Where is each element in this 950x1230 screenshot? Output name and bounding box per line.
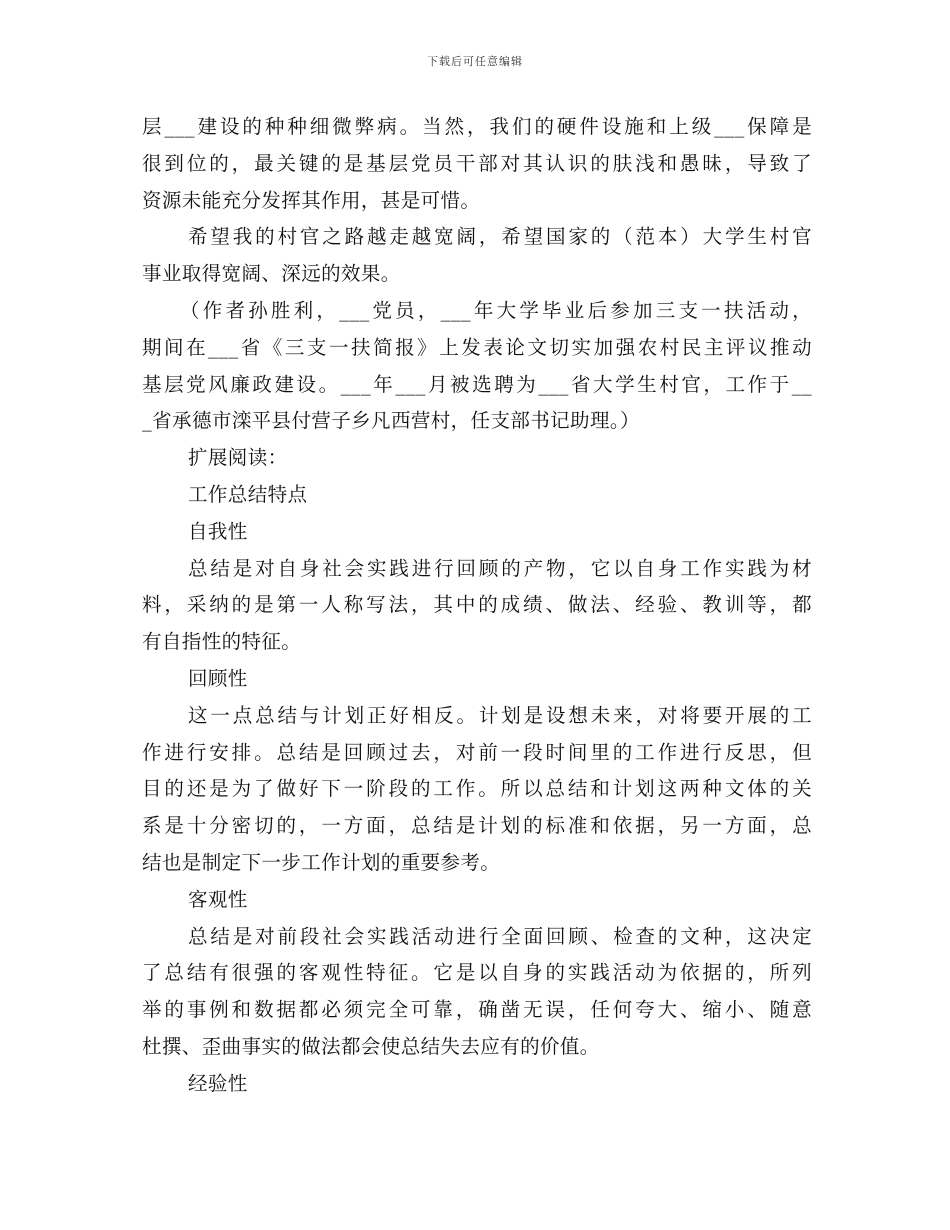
text-line-24: 了总结有很强的客观性特征。它是以自身的实践活动为依据的，所列 (142, 961, 812, 985)
text-line-26: 杜撰、歪曲事实的做法都会使总结失去应有的价值。 (142, 1034, 600, 1058)
text-line-4: 希望我的村官之路越走越宽阔，希望国家的（范本）大学生村官 (188, 225, 812, 249)
text-line-14: 料，采纳的是第一人称写法，其中的成绩、做法、经验、教训等，都 (142, 593, 812, 617)
text-line-9: _省承德市滦平县付营子乡凡西营村，任支部书记助理。） (142, 409, 640, 433)
document-body (142, 109, 812, 1103)
text-line-23: 总结是对前段社会实践活动进行全面回顾、检查的文种，这决定 (188, 924, 812, 948)
subheading-retrospective: 回顾性 (188, 666, 248, 690)
text-line-5: 事业取得宽阔、深远的效果。 (142, 262, 401, 286)
text-line-25: 举的事例和数据都必须完全可靠，确凿无误，任何夸大、缩小、随意 (142, 998, 812, 1022)
text-line-21: 结也是制定下一步工作计划的重要参考。 (142, 850, 501, 874)
text-line-1: 层___建设的种种细微弊病。当然，我们的硬件设施和上级___保障是 (142, 115, 812, 138)
text-line-18: 作进行安排。总结是回顾过去，对前一段时间里的工作进行反思，但 (142, 740, 812, 764)
section-heading-extended-reading: 扩展阅读： (188, 446, 288, 470)
text-line-2: 很到位的，最关键的是基层党员干部对其认识的肤浅和愚昧，导致了 (142, 151, 812, 175)
text-line-7: 期间在___省《三支一扶简报》上发表论文切实加强农村民主评议推动 (142, 335, 812, 359)
text-line-6: （作者孙胜利，___党员，___年大学毕业后参加三支一扶活动， (180, 298, 812, 322)
page-header: 下载后可任意编辑 (427, 55, 523, 68)
text-line-15: 有自指性的特征。 (142, 630, 302, 654)
section-heading-summary-features: 工作总结特点 (188, 482, 308, 506)
subheading-objective: 客观性 (188, 887, 248, 911)
text-line-8: 基层党风廉政建设。___年___月被选聘为___省大学生村官，工作于__ (142, 372, 812, 396)
subheading-self: 自我性 (188, 519, 248, 543)
text-line-19: 目的还是为了做好下一阶段的工作。所以总结和计划这两种文体的关 (142, 777, 812, 801)
text-line-17: 这一点总结与计划正好相反。计划是设想未来，对将要开展的工 (188, 703, 812, 727)
text-line-3: 资源未能充分发挥其作用，甚是可惜。 (142, 188, 481, 212)
text-line-20: 系是十分密切的，一方面，总结是计划的标准和依据，另一方面，总 (142, 814, 812, 838)
text-line-13: 总结是对自身社会实践进行回顾的产物，它以自身工作实践为材 (188, 556, 812, 580)
subheading-experiential: 经验性 (188, 1071, 248, 1095)
